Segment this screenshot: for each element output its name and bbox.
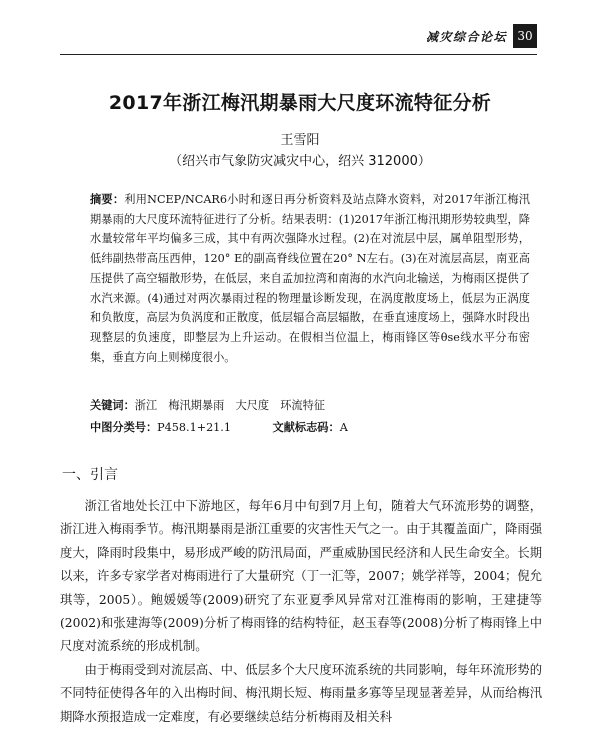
class-number-value: P458.1+21.1 [157,421,231,434]
keywords-label: 关键词： [90,399,135,412]
running-header [426,22,537,50]
body-paragraph: 浙江省地处长江中下游地区，每年6月中旬到7月上旬，随着大气环流形势的调整，浙江进入梅雨季节。梅汛期暴雨是浙江重要的灾害性天气之一。由于其覆盖面广，降雨强度大，降雨时段集中，易形成严峻的防汛局面，严重威胁国民经济和人民生命安全。长期以来，许多专家学者对梅雨进行了大量研究（丁一汇等，2007；姚学祥等，2004；倪允琪等，2005）。鲍媛媛等(2009)研究了东亚夏季风异常对江淮梅雨的影响，王建捷等(2002)和张建海等(2009)分析了梅雨锋的结构特征，赵玉春等(2008)分析了梅雨锋上中尺度对流系统的形成机制。 [60,499,542,654]
header-divider [60,54,537,55]
section-heading: 一、引言 [62,467,118,483]
section-body [60,495,542,729]
classification-line [90,419,530,435]
class-number-label: 中图分类号： [90,421,158,434]
body-paragraph: 由于梅雨受到对流层高、中、低层多个大尺度环流系统的共同影响，每年环流形势的不同特征使得各年的入出梅时间、梅汛期长短、梅雨量多寡等呈现显著差异，从而给梅汛期降水预报造成一定难度，有必要继续总结分析梅雨及相关科 [60,662,542,724]
doc-code-label: 文献标志码： [272,421,340,434]
journal-name: 减灾综合论坛 [425,29,507,44]
abstract-label: 摘要： [90,193,125,206]
page-badge: 30 [513,24,537,48]
author-affiliation: （绍兴市气象防灾减灾中心，绍兴 312000） [169,154,431,169]
keywords-line [90,397,530,413]
keywords-value: 浙江 梅汛期暴雨 大尺度 环流特征 [134,399,325,412]
article-title: 2017年浙江梅汛期暴雨大尺度环流特征分析 [108,92,492,114]
abstract-text: 利用NCEP/NCAR6小时和逐日再分析资料及站点降水资料，对2017年浙江梅汛期暴雨的大尺度环流特征进行了分析。结果表明：(1)2017年浙江梅汛期形势较典型，降水量较常年平均偏多三成，其中有两次强降水过程。(2)在对流层中层，属单阻型形势，低纬副热带高压西伸，120° E的副高脊线位置在20° N左右。(3)在对流层高层，南亚高压提供了高空辐散形势，在低层，来自孟加拉湾和南海的水汽向北输送，为梅雨区提供了水汽来源。(4)通过对两次暴雨过程的物理量诊断发现，在涡度散度场上，低层为正涡度和负散度，高层为负涡度和正散度，低层辐合高层辐散，在垂直速度场上，强降水时段出现整层的负速度，即整层为上升运动。在假相当位温上，梅雨锋区等θse线水平分布密集，垂直方向上则梯度很小。 [90,193,530,364]
abstract [90,190,530,367]
doc-code-value: A [339,421,348,434]
author-name: 王雪阳 [280,133,320,148]
